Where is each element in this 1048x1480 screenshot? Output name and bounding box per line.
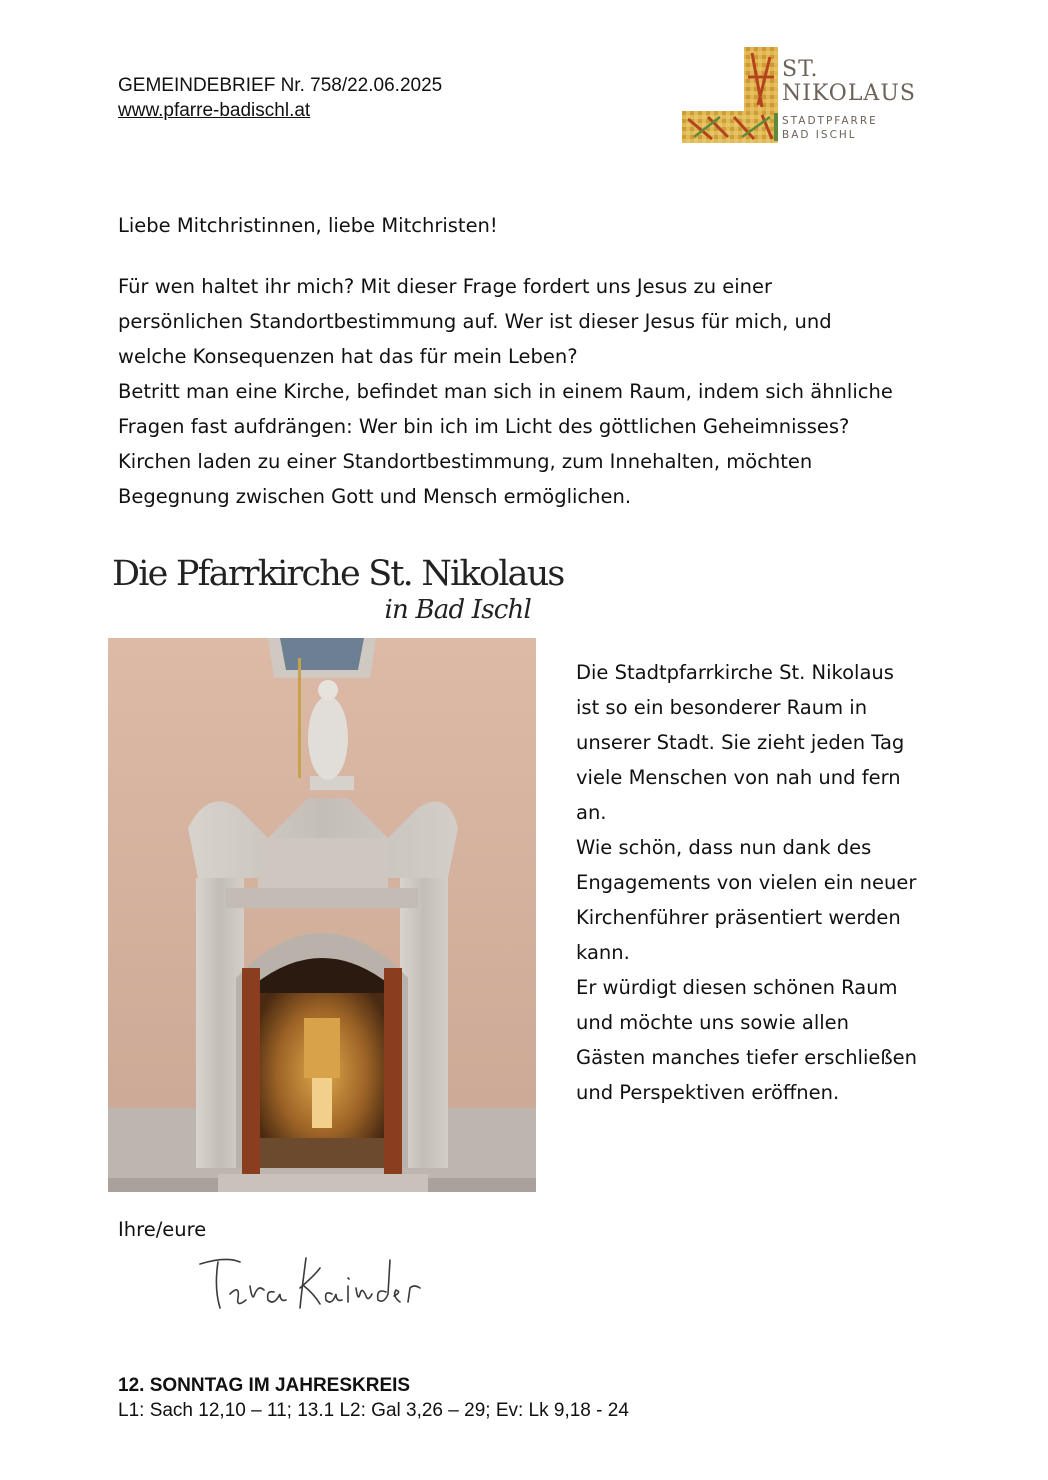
logo-subline-1: STADTPFARRE [782, 115, 878, 127]
church-description [576, 655, 956, 1110]
church-portal-photo [108, 638, 536, 1192]
logo-line-nikolaus: NIKOLAUS [782, 81, 916, 106]
greeting: Liebe Mitchristinnen, liebe Mitchristen! [118, 214, 498, 237]
readings: L1: Sach 12,10 – 11; 13.1 L2: Gal 3,26 – 29; Ev: Lk 9,18 - 24 [118, 1400, 629, 1421]
handwritten-signature [196, 1238, 426, 1318]
intro-paragraph-1: Für wen haltet ihr mich? Mit dieser Frage fordert uns Jesus zu einer persönlichen Standortbestimmung auf. Wer ist dieser Jesus für mich, und welche Konsequenzen hat das für mein Leben? [118, 275, 832, 368]
closing: Ihre/eure [118, 1218, 207, 1241]
website-link[interactable]: www.pfarre-badischl.at [118, 100, 311, 121]
church-subtitle: in Bad Ischl [384, 595, 531, 625]
intro-paragraph-2: Betritt man eine Kirche, befindet man sich in einem Raum, indem sich ähnliche Fragen fast aufdrängen: Wer bin ich im Licht des göttlichen Geheimnisses? Kirchen laden zu einer Standortbestimmung, zum Innehalten, möchten Begegnung zwischen Gott und Mensch ermöglichen. [118, 380, 893, 508]
church-title: Die Pfarrkirche St. Nikolaus [112, 554, 564, 594]
description-paragraph-1: Die Stadtpfarrkirche St. Nikolaus ist so ein besonderer Raum in unserer Stadt. Sie zieht jeden Tag viele Menschen von nah und fern an. [576, 661, 905, 824]
logo-text [782, 58, 916, 142]
description-paragraph-3: Er würdigt diesen schönen Raum und möchte uns sowie allen Gästen manches tiefer erschließen und Perspektiven eröffnen. [576, 976, 918, 1104]
sunday-title: 12. SONNTAG IM JAHRESKREIS [118, 1375, 411, 1396]
newsletter-issue: GEMEINDEBRIEF Nr. 758/22.06.2025 [118, 75, 443, 96]
church-heading [112, 552, 564, 625]
description-paragraph-2: Wie schön, dass nun dank des Engagements von vielen ein neuer Kirchenführer präsentiert werden kann. [576, 836, 917, 964]
logo-line-st: ST. [782, 57, 819, 82]
intro-text [118, 269, 948, 514]
logo-subline-2: BAD ISCHL [782, 129, 857, 141]
